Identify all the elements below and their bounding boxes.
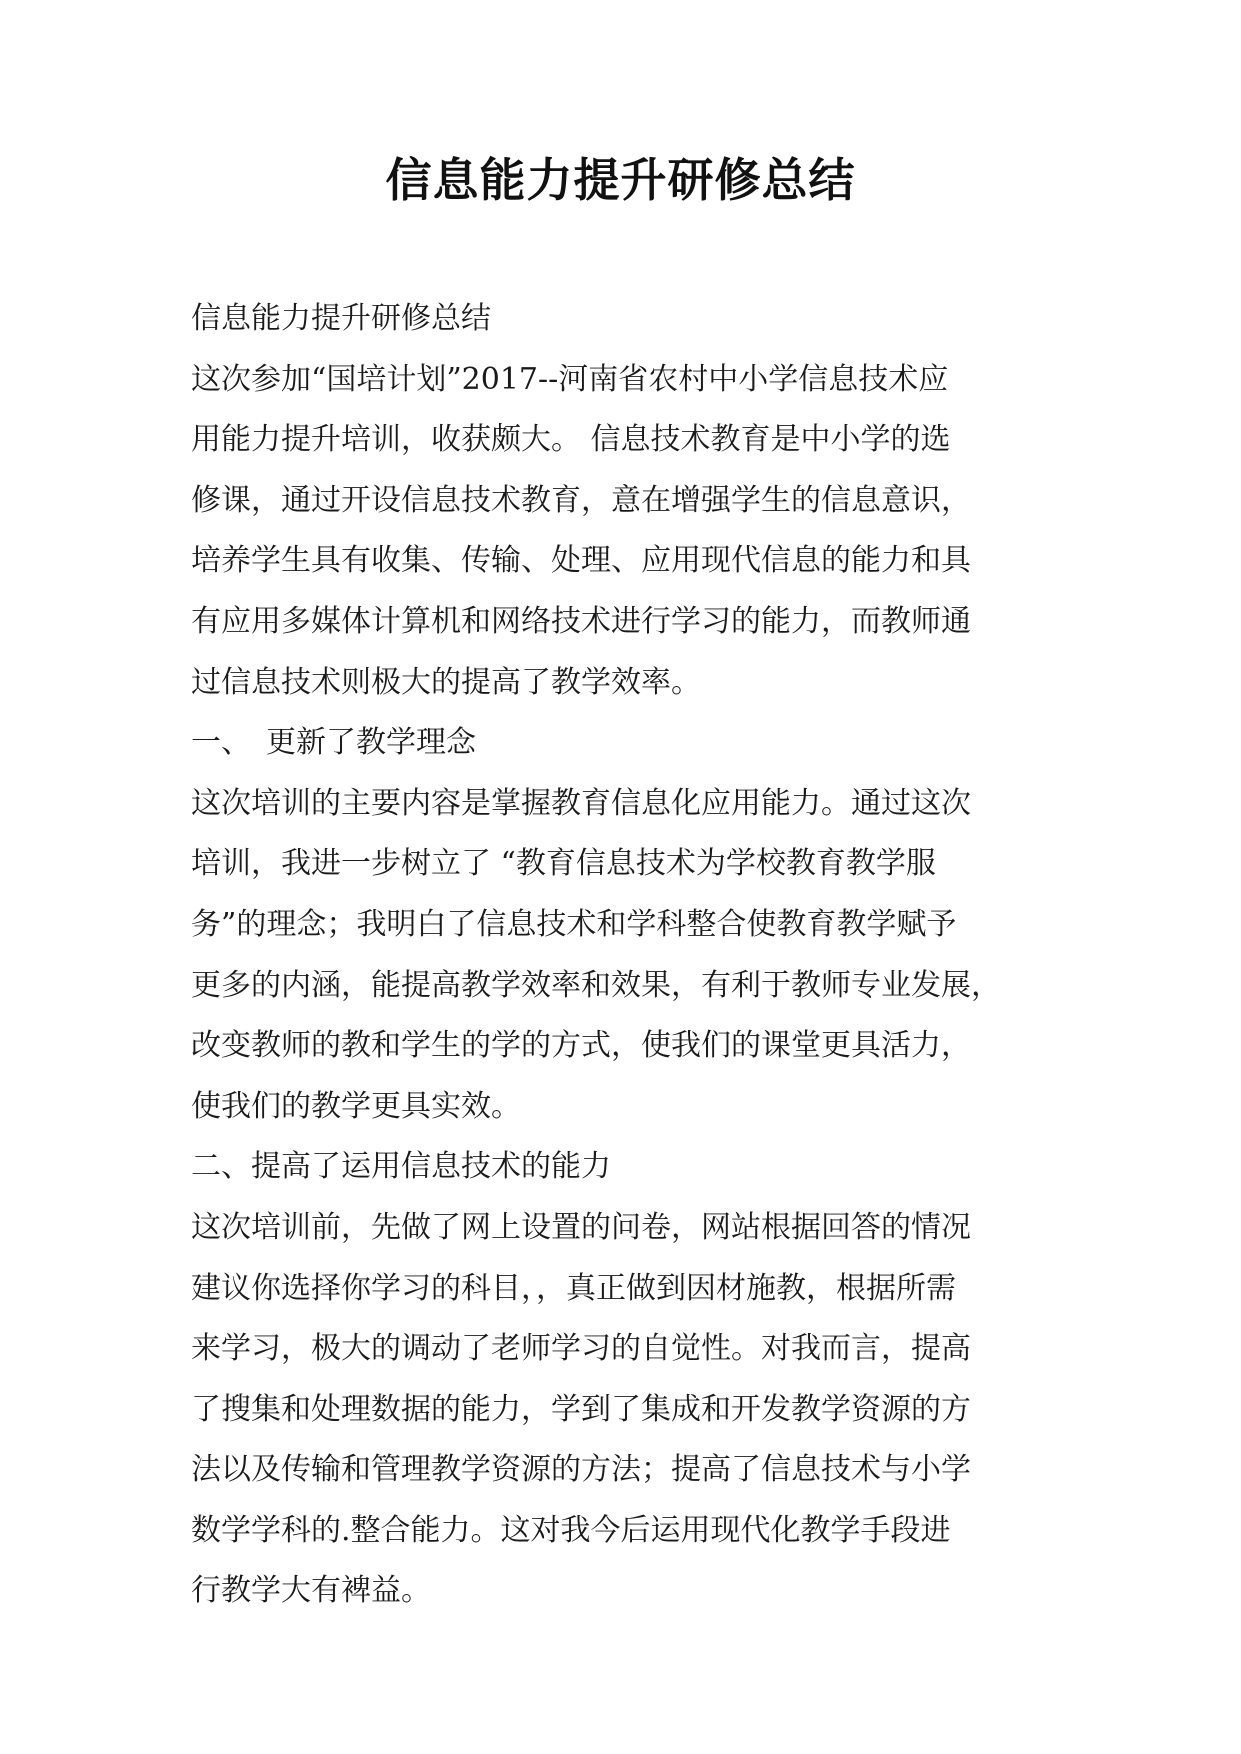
body-line: 来学习，极大的调动了老师学习的自觉性。对我而言，提高 <box>191 1331 971 1367</box>
section-heading: 一、 更新了教学理念 <box>191 725 476 761</box>
document-title: 信息能力提升研修总结 <box>385 153 856 207</box>
section-heading: 二、提高了运用信息技术的能力 <box>191 1149 611 1185</box>
body-line: 数学学科的.整合能力。这对我今后运用现代化教学手段进 <box>191 1512 951 1548</box>
body-line: 行教学大有裨益。 <box>191 1573 431 1609</box>
body-line: 有应用多媒体计算机和网络技术进行学习的能力，而教师通 <box>191 603 971 639</box>
body-line: 了搜集和处理数据的能力，学到了集成和开发教学资源的方 <box>191 1391 971 1427</box>
body-line: 过信息技术则极大的提高了教学效率。 <box>191 664 701 700</box>
body-line: 建议你选择你学习的科目，，真正做到因材施教，根据所需 <box>191 1270 956 1306</box>
body-line: 务”的理念；我明白了信息技术和学科整合使教育教学赋予 <box>191 906 957 942</box>
body-line: 修课，通过开设信息技术教育，意在增强学生的信息意识， <box>191 482 971 518</box>
body-line: 使我们的教学更具实效。 <box>191 1088 521 1124</box>
body-line: 改变教师的教和学生的学的方式，使我们的课堂更具活力， <box>191 1028 971 1064</box>
body-line: 这次培训前，先做了网上设置的问卷，网站根据回答的情况 <box>191 1209 971 1245</box>
body-line: 信息能力提升研修总结 <box>191 301 491 336</box>
body-line: 培训，我进一步树立了 “教育信息技术为学校教育教学服 <box>191 846 936 882</box>
body-line: 培养学生具有收集、传输、处理、应用现代信息的能力和具 <box>191 543 971 579</box>
document-body <box>191 289 1081 1622</box>
body-line: 这次参加“国培计划”2017--河南省农村中小学信息技术应 <box>191 361 949 397</box>
body-line: 这次培训的主要内容是掌握教育信息化应用能力。通过这次 <box>191 785 971 821</box>
body-line: 更多的内涵，能提高教学效率和效果，有利于教师专业发展， <box>191 967 1001 1003</box>
body-line: 用能力提升培训，收获颇大。 信息技术教育是中小学的选 <box>191 422 951 458</box>
body-line: 法以及传输和管理教学资源的方法；提高了信息技术与小学 <box>191 1452 971 1488</box>
